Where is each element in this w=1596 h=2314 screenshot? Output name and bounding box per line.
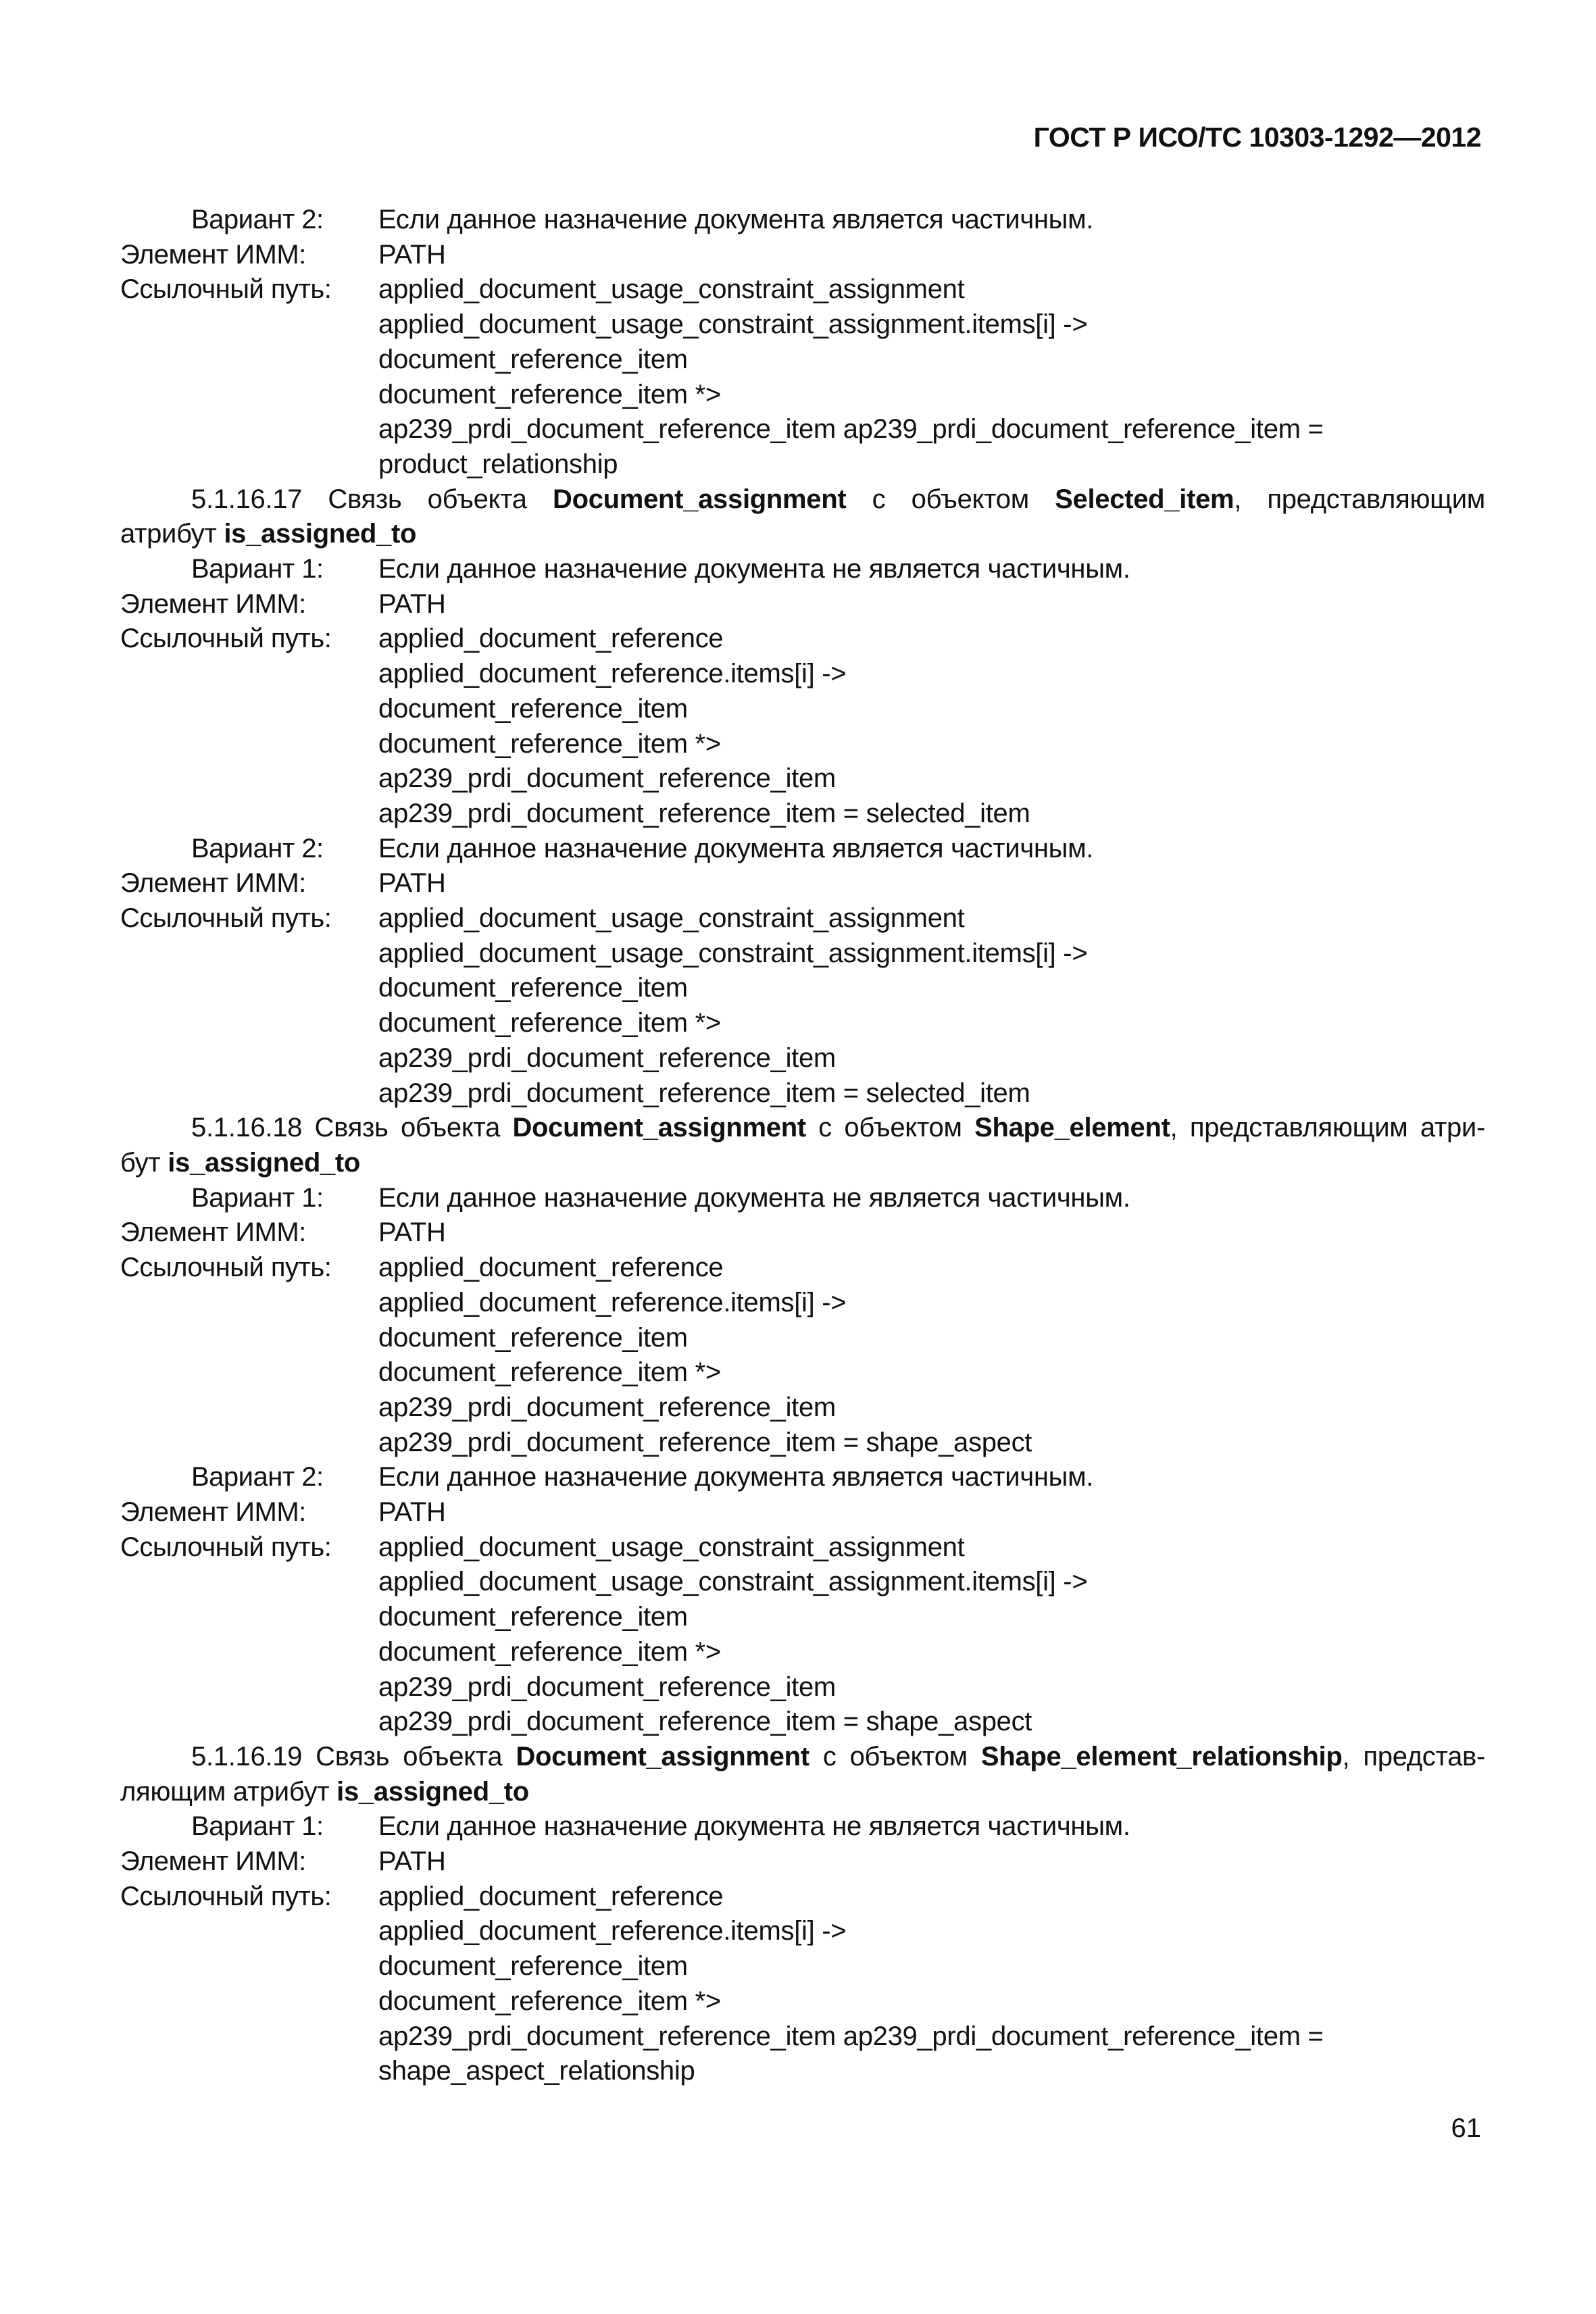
target-entity-name: Shape_element_relationship: [980, 1741, 1343, 1771]
reference-path-row: [120, 901, 1485, 1111]
variant-row: [120, 1181, 1485, 1216]
clause-text: бут: [120, 1147, 168, 1178]
path-line: ap239_prdi_document_reference_item ap239_prdi_document_reference_item =: [378, 414, 1324, 445]
path-line: ap239_prdi_document_reference_item: [378, 763, 836, 794]
clause-text: с объектом: [809, 1741, 981, 1771]
variant2-text: Если данное назначение документа является частичным.: [378, 205, 1094, 234]
variant1-label: Вариант 1:: [191, 1182, 324, 1213]
element-row: [120, 1844, 1485, 1880]
clause-heading-line: [120, 1740, 1485, 1775]
element-row: [120, 1215, 1485, 1251]
clause-text: 5.1.16.19 Связь объекта: [191, 1741, 516, 1771]
element-value: PATH: [378, 239, 446, 270]
path-line: ap239_prdi_document_reference_item: [378, 1671, 836, 1702]
clause-heading-line: [120, 517, 1485, 552]
path-line: ap239_prdi_document_reference_item = shape_aspect: [378, 1427, 1032, 1457]
clause-text: 5.1.16.18 Связь объекта: [191, 1113, 513, 1143]
clause-heading-5-1-16-18: [120, 1111, 1485, 1180]
element-value: PATH: [378, 588, 446, 619]
attribute-name: is_assigned_to: [224, 519, 417, 549]
element-label: Элемент ИММ:: [120, 868, 306, 899]
page-number: 61: [1451, 2113, 1481, 2143]
variant1-text: Если данное назначение документа не является частичным.: [378, 554, 1130, 584]
variant2-text: Если данное назначение документа является частичным.: [378, 833, 1094, 863]
reference-path-label: Ссылочный путь:: [120, 1881, 332, 1911]
path-line: applied_document_usage_constraint_assignment: [378, 1532, 965, 1562]
reference-path-lines: [378, 622, 1485, 831]
clause-heading-5-1-16-19: [120, 1740, 1485, 1809]
path-line: document_reference_item *>: [378, 379, 721, 409]
clause-text: 5.1.16.17 Связь объекта: [191, 484, 553, 514]
reference-path-row: [120, 1530, 1485, 1740]
path-line: ap239_prdi_document_reference_item ap239_prdi_document_reference_item =: [378, 2021, 1324, 2051]
reference-path-row: [120, 1251, 1485, 1460]
page-content: [120, 203, 1485, 2089]
reference-path-label: Ссылочный путь:: [120, 274, 332, 305]
variant2-label: Вариант 2:: [191, 833, 324, 863]
element-label: Элемент ИММ:: [120, 1497, 306, 1528]
path-line: applied_document_reference: [378, 1881, 724, 1911]
path-line: ap239_prdi_document_reference_item: [378, 1392, 836, 1422]
element-value: PATH: [378, 1846, 446, 1877]
path-line: applied_document_usage_constraint_assignment: [378, 903, 965, 934]
clause-heading-line: [120, 1111, 1485, 1146]
entity-name: Document_assignment: [512, 1113, 806, 1143]
path-line: applied_document_reference.items[i] ->: [378, 1287, 847, 1317]
clause-heading-5-1-16-17: [120, 482, 1485, 552]
reference-path-row: [120, 272, 1485, 482]
attribute-name: is_assigned_to: [168, 1147, 361, 1178]
clause-text: атрибут: [120, 519, 224, 549]
target-entity-name: Selected_item: [1055, 484, 1235, 514]
element-row: [120, 587, 1485, 622]
reference-path-lines: [378, 1530, 1485, 1740]
clause-text: , представляющим атри-: [1170, 1113, 1485, 1143]
reference-path-lines: [378, 901, 1485, 1111]
attribute-name: is_assigned_to: [336, 1776, 529, 1807]
entity-name: Document_assignment: [553, 484, 847, 514]
element-row: [120, 866, 1485, 901]
variant1-label: Вариант 1:: [191, 554, 324, 584]
variant1-text: Если данное назначение документа не является частичным.: [378, 1811, 1130, 1842]
path-line: applied_document_usage_constraint_assignment: [378, 274, 965, 305]
path-line: ap239_prdi_document_reference_item = shape_aspect: [378, 1707, 1032, 1737]
path-line: document_reference_item: [378, 1951, 688, 1982]
entity-name: Document_assignment: [516, 1741, 809, 1771]
element-label: Элемент ИММ:: [120, 588, 306, 619]
clause-heading-line: [120, 1775, 1485, 1810]
reference-path-lines: [378, 1880, 1485, 2089]
variant-row: [120, 203, 1485, 238]
element-value: PATH: [378, 1497, 446, 1528]
path-line: document_reference_item *>: [378, 1357, 721, 1388]
path-line: document_reference_item *>: [378, 728, 721, 759]
variant-row: [120, 1460, 1485, 1495]
path-line: document_reference_item: [378, 973, 688, 1003]
clause-heading-line: [120, 1146, 1485, 1181]
variant1-text: Если данное назначение документа не является частичным.: [378, 1182, 1130, 1213]
variant2-label: Вариант 2:: [191, 1462, 324, 1492]
path-line: applied_document_reference.items[i] ->: [378, 659, 847, 689]
path-line: applied_document_usage_constraint_assignment.items[i] ->: [378, 309, 1088, 340]
path-line: ap239_prdi_document_reference_item: [378, 1042, 836, 1073]
path-line: applied_document_reference.items[i] ->: [378, 1916, 847, 1946]
path-line: applied_document_usage_constraint_assignment.items[i] ->: [378, 1567, 1088, 1597]
element-value: PATH: [378, 868, 446, 899]
reference-path-label: Ссылочный путь:: [120, 1253, 332, 1283]
element-label: Элемент ИММ:: [120, 1846, 306, 1877]
path-line: document_reference_item: [378, 1322, 688, 1353]
reference-path-lines: [378, 272, 1485, 482]
path-line: applied_document_usage_constraint_assignment.items[i] ->: [378, 938, 1088, 968]
reference-path-row: [120, 1880, 1485, 2089]
variant2-label: Вариант 2:: [191, 205, 324, 234]
clause-text: ляющим атрибут: [120, 1776, 337, 1807]
variant1-label: Вариант 1:: [191, 1811, 324, 1842]
path-line: applied_document_reference: [378, 624, 724, 654]
reference-path-lines: [378, 1251, 1485, 1460]
path-line: applied_document_reference: [378, 1253, 724, 1283]
reference-path-label: Ссылочный путь:: [120, 1532, 332, 1562]
element-label: Элемент ИММ:: [120, 1217, 306, 1248]
variant-row: [120, 552, 1485, 587]
path-line: document_reference_item: [378, 1602, 688, 1632]
path-line: ap239_prdi_document_reference_item = selected_item: [378, 798, 1030, 828]
reference-path-row: [120, 622, 1485, 831]
path-line: shape_aspect_relationship: [378, 2056, 695, 2086]
variant-row: [120, 1809, 1485, 1844]
element-value: PATH: [378, 1217, 446, 1248]
clause-text: с объектом: [805, 1113, 975, 1143]
variant2-text: Если данное назначение документа является частичным.: [378, 1462, 1094, 1492]
path-line: document_reference_item *>: [378, 1008, 721, 1038]
clause-heading-line: [120, 482, 1485, 518]
element-row: [120, 238, 1485, 273]
element-row: [120, 1495, 1485, 1530]
reference-path-label: Ссылочный путь:: [120, 624, 332, 654]
clause-text: с объектом: [846, 484, 1055, 514]
clause-text: , представляющим: [1234, 484, 1485, 514]
reference-path-label: Ссылочный путь:: [120, 903, 332, 934]
path-line: ap239_prdi_document_reference_item = selected_item: [378, 1078, 1030, 1108]
variant-row: [120, 832, 1485, 867]
path-line: document_reference_item *>: [378, 1636, 721, 1667]
clause-text: , представ-: [1342, 1741, 1485, 1771]
path-line: document_reference_item *>: [378, 1986, 721, 2016]
path-line: document_reference_item: [378, 693, 688, 724]
path-line: document_reference_item: [378, 344, 688, 374]
path-line: product_relationship: [378, 449, 618, 479]
document-code: ГОСТ Р ИСО/ТС 10303-1292—2012: [1033, 122, 1481, 153]
target-entity-name: Shape_element: [974, 1113, 1170, 1143]
element-label: Элемент ИММ:: [120, 239, 306, 270]
